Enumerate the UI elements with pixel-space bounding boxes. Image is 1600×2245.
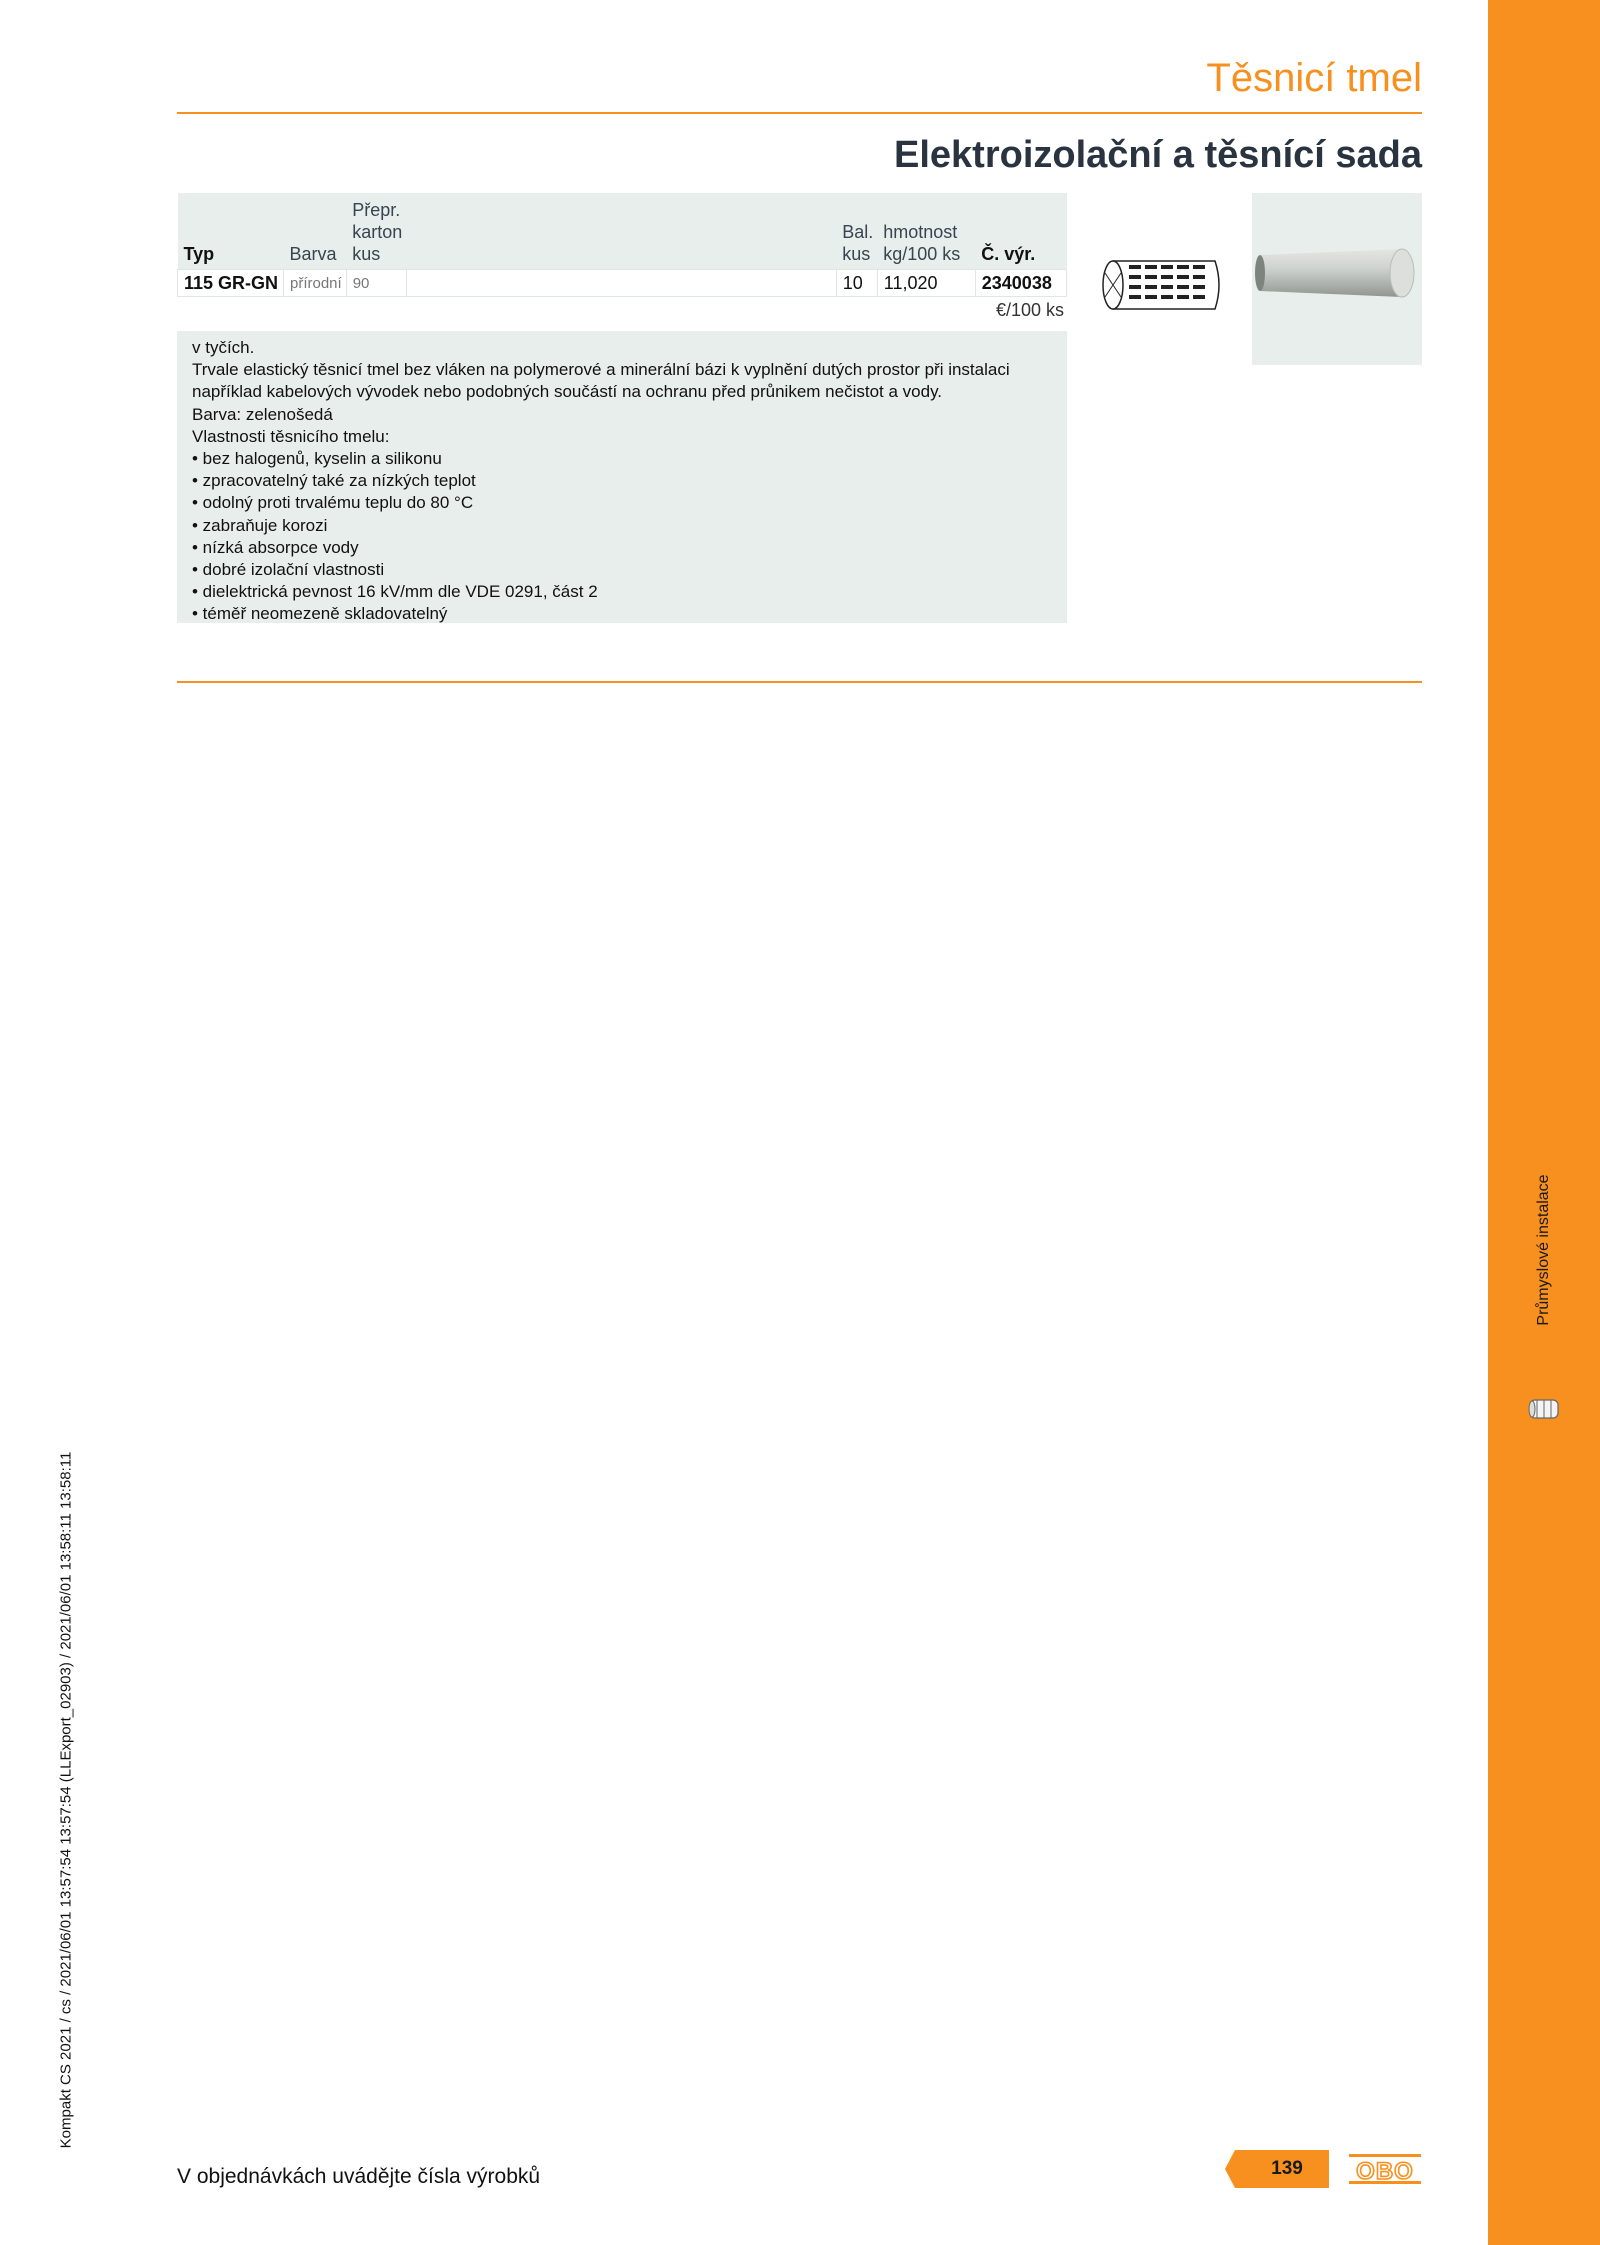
- description-box: [177, 331, 1067, 623]
- table-header-row: [178, 193, 1067, 270]
- cell-weight: 11,020: [877, 270, 975, 297]
- description-line: • bez halogenů, kyselin a silikonu: [192, 449, 442, 469]
- product-photo: [1252, 193, 1422, 365]
- description-line: • dielektrická pevnost 16 kV/mm dle VDE 0291, část 2: [192, 582, 598, 602]
- col-color-header: Barva: [284, 193, 347, 270]
- content-divider: [177, 681, 1422, 683]
- order-note: V objednávkách uvádějte čísla výrobků: [177, 2165, 541, 2188]
- sidebar-category-label: Průmyslové instalace: [1535, 1174, 1552, 1326]
- col-spacer-header: [406, 193, 836, 270]
- cell-article-no: 2340038: [975, 270, 1066, 297]
- description-line: • téměř neomezeně skladovatelný: [192, 604, 448, 624]
- print-metadata: Kompakt CS 2021 / cs / 2021/06/01 13:57:54 13:57:54 (LLExport_02903) / 2021/06/01 13:58:11 13:58:11: [57, 1451, 75, 2149]
- table-row: [178, 270, 1067, 297]
- col-type-header: Typ: [178, 193, 284, 270]
- description-line: • dobré izolační vlastnosti: [192, 560, 385, 580]
- cell-color: přírodní: [284, 270, 347, 297]
- col-weight-header: hmotnost kg/100 ks: [877, 193, 975, 270]
- obo-logo: [1348, 2150, 1422, 2188]
- sealing-rod-image: [1252, 193, 1422, 365]
- col-carton-header: Přepr. karton kus: [346, 193, 406, 270]
- cell-carton: 90: [346, 270, 406, 297]
- description-line: • odolný proti trvalému teplu do 80 °C: [192, 493, 474, 513]
- description-line: • zpracovatelný také za nízkých teplot: [192, 471, 476, 491]
- spec-table: [177, 193, 1067, 297]
- description-line: • nízká absorpce vody: [192, 537, 359, 557]
- description-line: Vlastnosti těsnicího tmelu:: [192, 426, 390, 446]
- description-line: Barva: zelenošedá: [192, 404, 333, 424]
- header-divider: [177, 112, 1422, 114]
- description-line: například kabelových vývodek nebo podobných součástí na ochranu před průnikem nečistot a vody.: [192, 382, 943, 402]
- section-title: Těsnicí tmel: [1206, 56, 1422, 100]
- product-line-drawing: [1095, 255, 1225, 315]
- description-line: Trvale elastický těsnicí tmel bez vláken na polymerové a minerální bázi k vyplnění dutých prostor při instalaci: [192, 360, 1010, 380]
- cell-pack: 10: [836, 270, 877, 297]
- orange-sidebar: [1488, 0, 1600, 2245]
- col-article-header: Č. výr.: [975, 193, 1066, 270]
- col-pack-header: Bal. kus: [836, 193, 877, 270]
- cell-type: 115 GR-GN: [178, 270, 284, 297]
- page-number: 139: [1271, 2158, 1303, 2179]
- description-line: • zabraňuje korozi: [192, 515, 328, 535]
- cable-gland-icon: [1527, 1394, 1561, 1424]
- price-unit: €/100 ks: [995, 300, 1064, 320]
- product-title: Elektroizolační a těsnící sada: [894, 134, 1422, 176]
- description-line: v tyčích.: [192, 338, 255, 357]
- svg-text:OBO: OBO: [1356, 2158, 1414, 2185]
- cell-spacer: [406, 270, 836, 297]
